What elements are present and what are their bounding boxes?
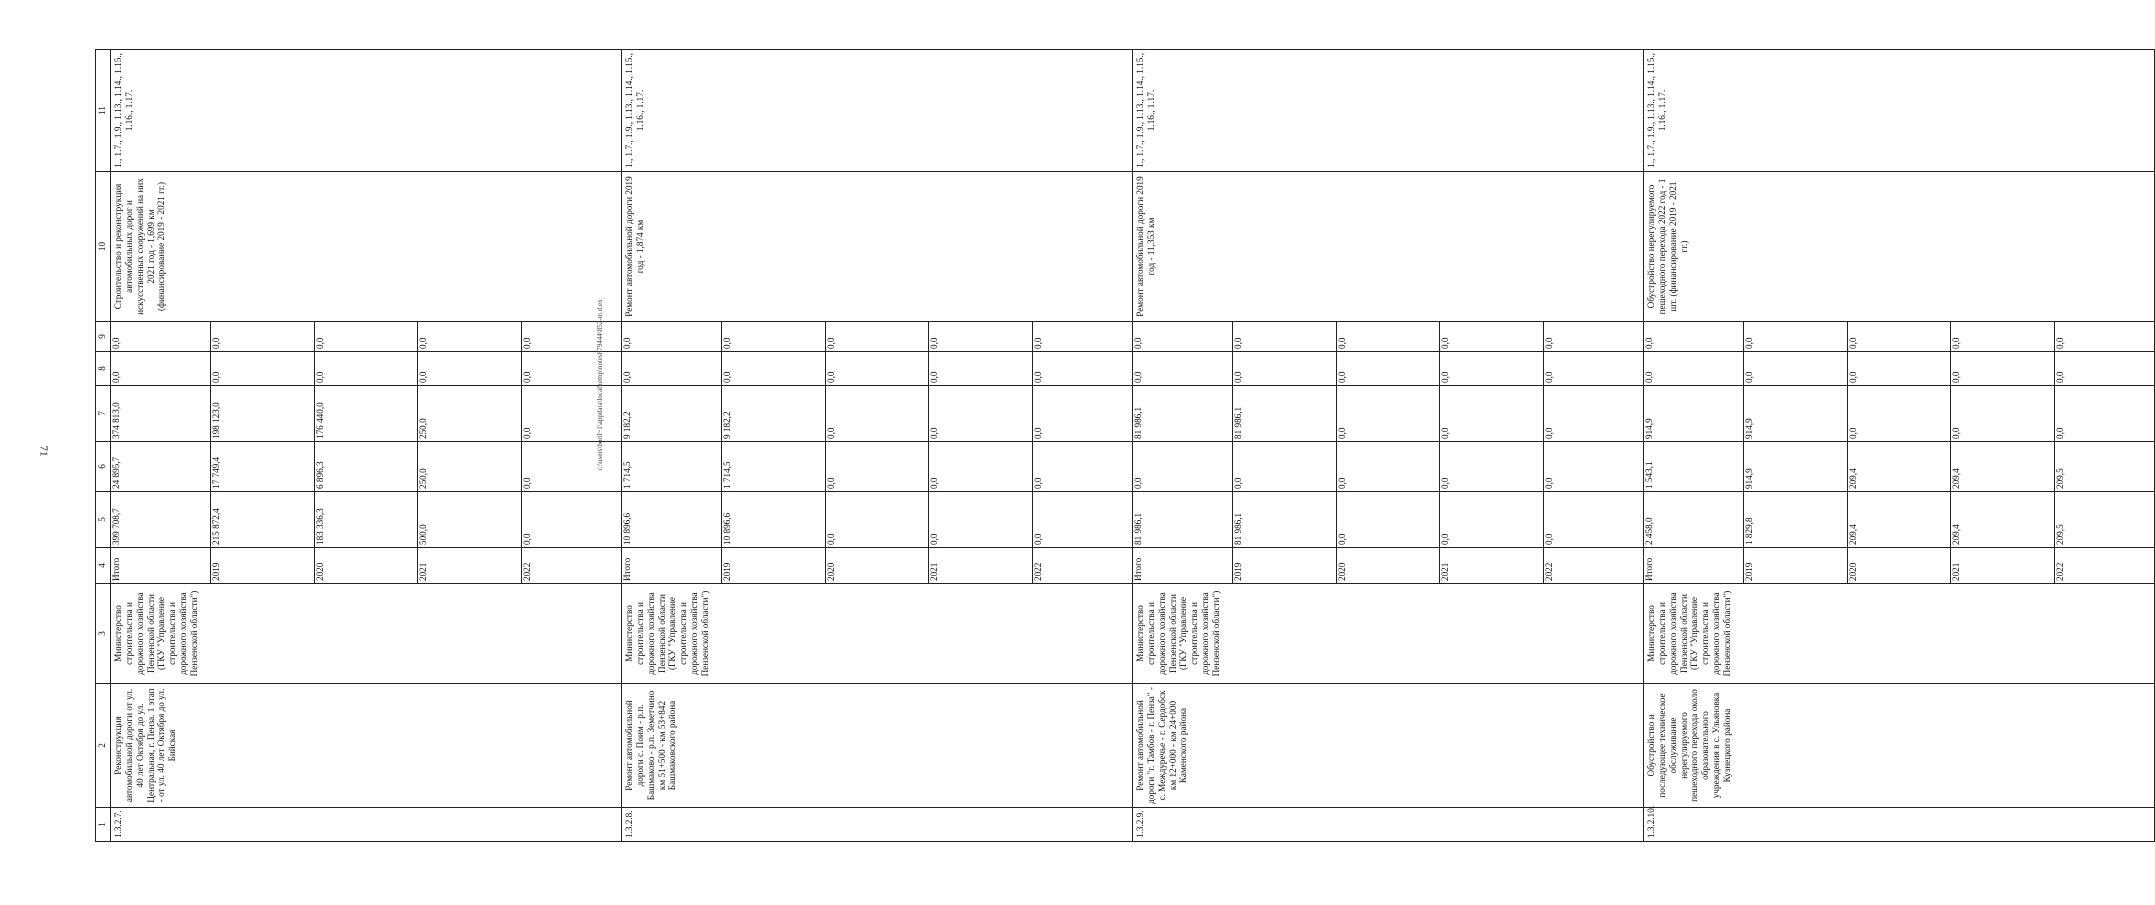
year-label: Итого	[1644, 548, 1743, 583]
executor: Министерство строительства и дорожного хозяйства Пензенской области (ГКУ "Управление строительства и дорожного хозяйства Пензенской области")	[1133, 584, 1644, 684]
col-header: 3	[96, 584, 111, 684]
value-column	[622, 322, 1133, 352]
value-cell: 0,0	[1033, 477, 1044, 489]
year-label: 2021	[1440, 548, 1544, 583]
rotated-table-wrapper	[95, 50, 2066, 842]
year-column	[1644, 548, 2155, 584]
value-cell: 9 182,2	[721, 386, 825, 441]
year-label: Итого	[622, 548, 721, 583]
value-cell: 0,0	[1644, 352, 1743, 385]
value-cell: 0,0	[825, 492, 929, 547]
year-label: 2020	[825, 548, 929, 583]
link-indicators: 1., 1.7., 1.9., 1.13., 1.14., 1.15., 1.16., 1.17.	[1644, 50, 2155, 172]
value-cell: 0,0	[1847, 352, 1951, 385]
value-column	[1133, 442, 1644, 492]
value-cell: 0,0	[522, 533, 533, 545]
value-cell: 0,0	[1440, 322, 1544, 351]
value-cell: 0,0	[929, 386, 1033, 441]
event-name: Ремонт автомобильной дороги с. Поим - р.п. Башмаково - р.п. Земетчино км 51+500 - км 53+842 Башмаковского района	[622, 684, 1133, 808]
value-cell: 0,0	[522, 337, 533, 349]
value-cell: 914,9	[1743, 442, 1847, 491]
value-cell: 17 749,4	[210, 442, 314, 491]
value-column	[1133, 492, 1644, 548]
row-number: 1.3.2.10.	[1644, 808, 2155, 842]
value-cell: 0,0	[210, 352, 314, 385]
value-cell: 0,0	[1544, 533, 1555, 545]
value-cell: 0,0	[825, 352, 929, 385]
value-cell: 10 896,6	[622, 492, 721, 547]
value-cell: 250,0	[418, 386, 522, 441]
value-column	[1644, 492, 2155, 548]
col-header: 4	[96, 548, 111, 584]
table-row	[1644, 50, 2155, 842]
year-label: 2019	[210, 548, 314, 583]
value-cell: 24 895,7	[111, 442, 210, 491]
value-cell: 0,0	[418, 322, 522, 351]
row-number: 1.3.2.7.	[111, 808, 622, 842]
value-column	[622, 442, 1133, 492]
col-header: 5	[96, 492, 111, 548]
year-column	[622, 548, 1133, 584]
value-cell: 0,0	[1232, 322, 1336, 351]
value-cell: 0,0	[1232, 352, 1336, 385]
value-cell: 0,0	[1133, 442, 1232, 491]
value-cell: 500,0	[418, 492, 522, 547]
table-row	[622, 50, 1133, 842]
value-cell: 10 896,6	[721, 492, 825, 547]
value-cell: 0,0	[2055, 337, 2066, 349]
executor: Министерство строительства и дорожного хозяйства Пензенской области (ГКУ "Управление строительства и дорожного хозяйства Пензенской области")	[622, 584, 1133, 684]
value-cell: 0,0	[1847, 322, 1951, 351]
value-cell: 0,0	[1133, 352, 1232, 385]
value-cell: 0,0	[1133, 322, 1232, 351]
year-column	[111, 548, 622, 584]
value-cell: 0,0	[2055, 371, 2066, 383]
year-label: 2022	[2055, 562, 2066, 581]
year-label: 2019	[1743, 548, 1847, 583]
value-cell: 0,0	[721, 322, 825, 351]
value-cell: 0,0	[622, 322, 721, 351]
footer-path: c:\users\boril~1\appdata\local\temp\notes879444\852-m.d.ex	[596, 299, 604, 470]
value-column	[1644, 352, 2155, 386]
year-label: 2022	[1544, 562, 1555, 581]
value-cell: 0,0	[825, 322, 929, 351]
value-cell: 0,0	[1951, 322, 2055, 351]
value-cell: 209,4	[1951, 442, 2055, 491]
col-header: 11	[96, 50, 111, 172]
value-cell: 0,0	[1544, 477, 1555, 489]
value-cell: 0,0	[1336, 492, 1440, 547]
value-cell: 0,0	[1033, 533, 1044, 545]
value-cell: 81 986,1	[1232, 386, 1336, 441]
col-header: 2	[96, 684, 111, 808]
indicator: Строительство и реконструкция автомобильных дорог и искусственных сооружений на них 2021 год - 1,699 км (финансирование 2019 - 2021 гг.)	[111, 172, 622, 322]
table-row	[111, 50, 622, 842]
value-cell: 0,0	[1336, 352, 1440, 385]
value-cell: 215 872,4	[210, 492, 314, 547]
value-cell: 0,0	[1440, 352, 1544, 385]
value-column	[111, 492, 622, 548]
column-number-row	[96, 50, 111, 842]
year-label: 2020	[1847, 548, 1951, 583]
value-cell: 209,4	[1847, 442, 1951, 491]
value-cell: 209,4	[1951, 492, 2055, 547]
year-label: 2020	[1336, 548, 1440, 583]
value-cell: 1 829,8	[1743, 492, 1847, 547]
value-column	[622, 492, 1133, 548]
value-cell: 0,0	[111, 352, 210, 385]
value-cell: 0,0	[1644, 322, 1743, 351]
value-column	[622, 386, 1133, 442]
value-cell: 914,9	[1743, 386, 1847, 441]
value-column	[1133, 322, 1644, 352]
year-label: 2019	[1232, 548, 1336, 583]
value-column	[111, 322, 622, 352]
value-cell: 0,0	[622, 352, 721, 385]
value-cell: 0,0	[522, 427, 533, 439]
link-indicators: 1., 1.7., 1.9., 1.13., 1.14., 1.15., 1.16., 1.17.	[111, 50, 622, 172]
value-column	[622, 352, 1133, 386]
value-cell: 0,0	[314, 322, 418, 351]
row-number: 1.3.2.9.	[1133, 808, 1644, 842]
value-cell: 0,0	[1033, 427, 1044, 439]
indicator: Ремонт автомобильной дороги 2019 год - 11,353 км	[1133, 172, 1644, 322]
value-cell: 0,0	[1544, 427, 1555, 439]
value-cell: 81 986,1	[1133, 386, 1232, 441]
col-header: 1	[96, 808, 111, 842]
value-cell: 0,0	[418, 352, 522, 385]
table-row	[1133, 50, 1644, 842]
value-cell: 399 708,7	[111, 492, 210, 547]
year-label: Итого	[1133, 548, 1232, 583]
value-cell: 0,0	[1951, 352, 2055, 385]
value-cell: 198 123,0	[210, 386, 314, 441]
value-cell: 0,0	[929, 442, 1033, 491]
value-cell: 0,0	[721, 352, 825, 385]
value-cell: 209,4	[1847, 492, 1951, 547]
link-indicators: 1., 1.7., 1.9., 1.13., 1.14., 1.15., 1.16., 1.17.	[1133, 50, 1644, 172]
value-cell: 81 986,1	[1133, 492, 1232, 547]
value-column	[1644, 386, 2155, 442]
value-column	[111, 386, 622, 442]
value-cell: 374 813,0	[111, 386, 210, 441]
value-cell: 0,0	[1336, 386, 1440, 441]
col-header: 7	[96, 386, 111, 442]
year-column	[1133, 548, 1644, 584]
value-column	[1133, 386, 1644, 442]
value-cell: 0,0	[314, 352, 418, 385]
value-cell: 0,0	[1743, 352, 1847, 385]
value-cell: 1 714,5	[622, 442, 721, 491]
value-cell: 0,0	[1440, 442, 1544, 491]
value-column	[1133, 352, 1644, 386]
event-name: Реконструкция автомобильной дороги от ул. 40 лет Октября до ул. Центральная, г. Пенза. 1 этап - от ул. 40 лет Октября до ул. Бийская	[111, 684, 622, 808]
value-cell: 0,0	[929, 492, 1033, 547]
executor: Министерство строительства и дорожного хозяйства Пензенской области (ГКУ "Управление строительства и дорожного хозяйства Пензенской области")	[111, 584, 622, 684]
value-cell: 250,0	[418, 442, 522, 491]
value-column	[111, 352, 622, 386]
row-number: 1.3.2.8.	[622, 808, 1133, 842]
value-cell: 0,0	[1440, 386, 1544, 441]
indicator: Ремонт автомобильной дороги 2019 год - 1,874 км	[622, 172, 1133, 322]
event-name: Ремонт автомобильной дороги "г. Тамбов - г. Пенза" - с. Междуречье - г. Сердобск км 12+000 - км 24+000 Каменского района	[1133, 684, 1644, 808]
value-cell: 0,0	[1847, 386, 1951, 441]
value-cell: 209,5	[2055, 524, 2066, 545]
col-header: 8	[96, 352, 111, 386]
value-cell: 176 440,0	[314, 386, 418, 441]
year-label: 2021	[418, 548, 522, 583]
value-cell: 2 458,0	[1644, 492, 1743, 547]
value-cell: 0,0	[210, 322, 314, 351]
value-cell: 914,9	[1644, 386, 1743, 441]
value-column	[1644, 442, 2155, 492]
value-cell: 6 896,3	[314, 442, 418, 491]
year-label: 2020	[314, 548, 418, 583]
executor: Министерство строительства и дорожного хозяйства Пензенской области (ГКУ "Управление строительства и дорожного хозяйства Пензенской области")	[1644, 584, 2155, 684]
value-cell: 0,0	[825, 386, 929, 441]
col-header: 10	[96, 172, 111, 322]
value-cell: 1 714,5	[721, 442, 825, 491]
indicator: Обустройство нерегулируемого пешеходного перехода 2022 год - 1 шт. (финансирование 2019 - 2021 гг.)	[1644, 172, 2155, 322]
value-cell: 0,0	[1033, 371, 1044, 383]
year-label: Итого	[111, 548, 210, 583]
value-cell: 0,0	[825, 442, 929, 491]
value-cell: 0,0	[1544, 337, 1555, 349]
value-cell: 0,0	[1440, 492, 1544, 547]
value-cell: 183 336,3	[314, 492, 418, 547]
value-cell: 0,0	[522, 371, 533, 383]
year-label: 2022	[1033, 562, 1044, 581]
year-label: 2021	[1951, 548, 2055, 583]
value-cell: 0,0	[1232, 442, 1336, 491]
value-column	[1644, 322, 2155, 352]
value-cell: 0,0	[929, 322, 1033, 351]
year-label: 2019	[721, 548, 825, 583]
value-cell: 0,0	[1743, 322, 1847, 351]
value-cell: 0,0	[1033, 337, 1044, 349]
value-cell: 0,0	[1336, 322, 1440, 351]
value-cell: 209,5	[2055, 468, 2066, 489]
col-header: 6	[96, 442, 111, 492]
year-label: 2021	[929, 548, 1033, 583]
value-cell: 0,0	[1336, 442, 1440, 491]
value-cell: 0,0	[929, 352, 1033, 385]
value-cell: 81 986,1	[1232, 492, 1336, 547]
program-table	[95, 49, 2155, 842]
value-cell: 0,0	[1951, 386, 2055, 441]
value-cell: 0,0	[1544, 371, 1555, 383]
year-label: 2022	[522, 562, 533, 581]
link-indicators: 1., 1.7., 1.9., 1.13., 1.14., 1.15., 1.16., 1.17.	[622, 50, 1133, 172]
value-cell: 0,0	[522, 477, 533, 489]
page-number: 71	[37, 445, 50, 457]
value-cell: 0,0	[2055, 427, 2066, 439]
value-cell: 1 543,1	[1644, 442, 1743, 491]
event-name: Обустройство и последующее техническое обслуживание нерегулируемого пешеходного перехода около образовательного учреждения в с. Ульяновка Кузнецкого района	[1644, 684, 2155, 808]
table-body	[111, 50, 2155, 842]
value-cell: 9 182,2	[622, 386, 721, 441]
col-header: 9	[96, 322, 111, 352]
value-column	[111, 442, 622, 492]
value-cell: 0,0	[111, 322, 210, 351]
